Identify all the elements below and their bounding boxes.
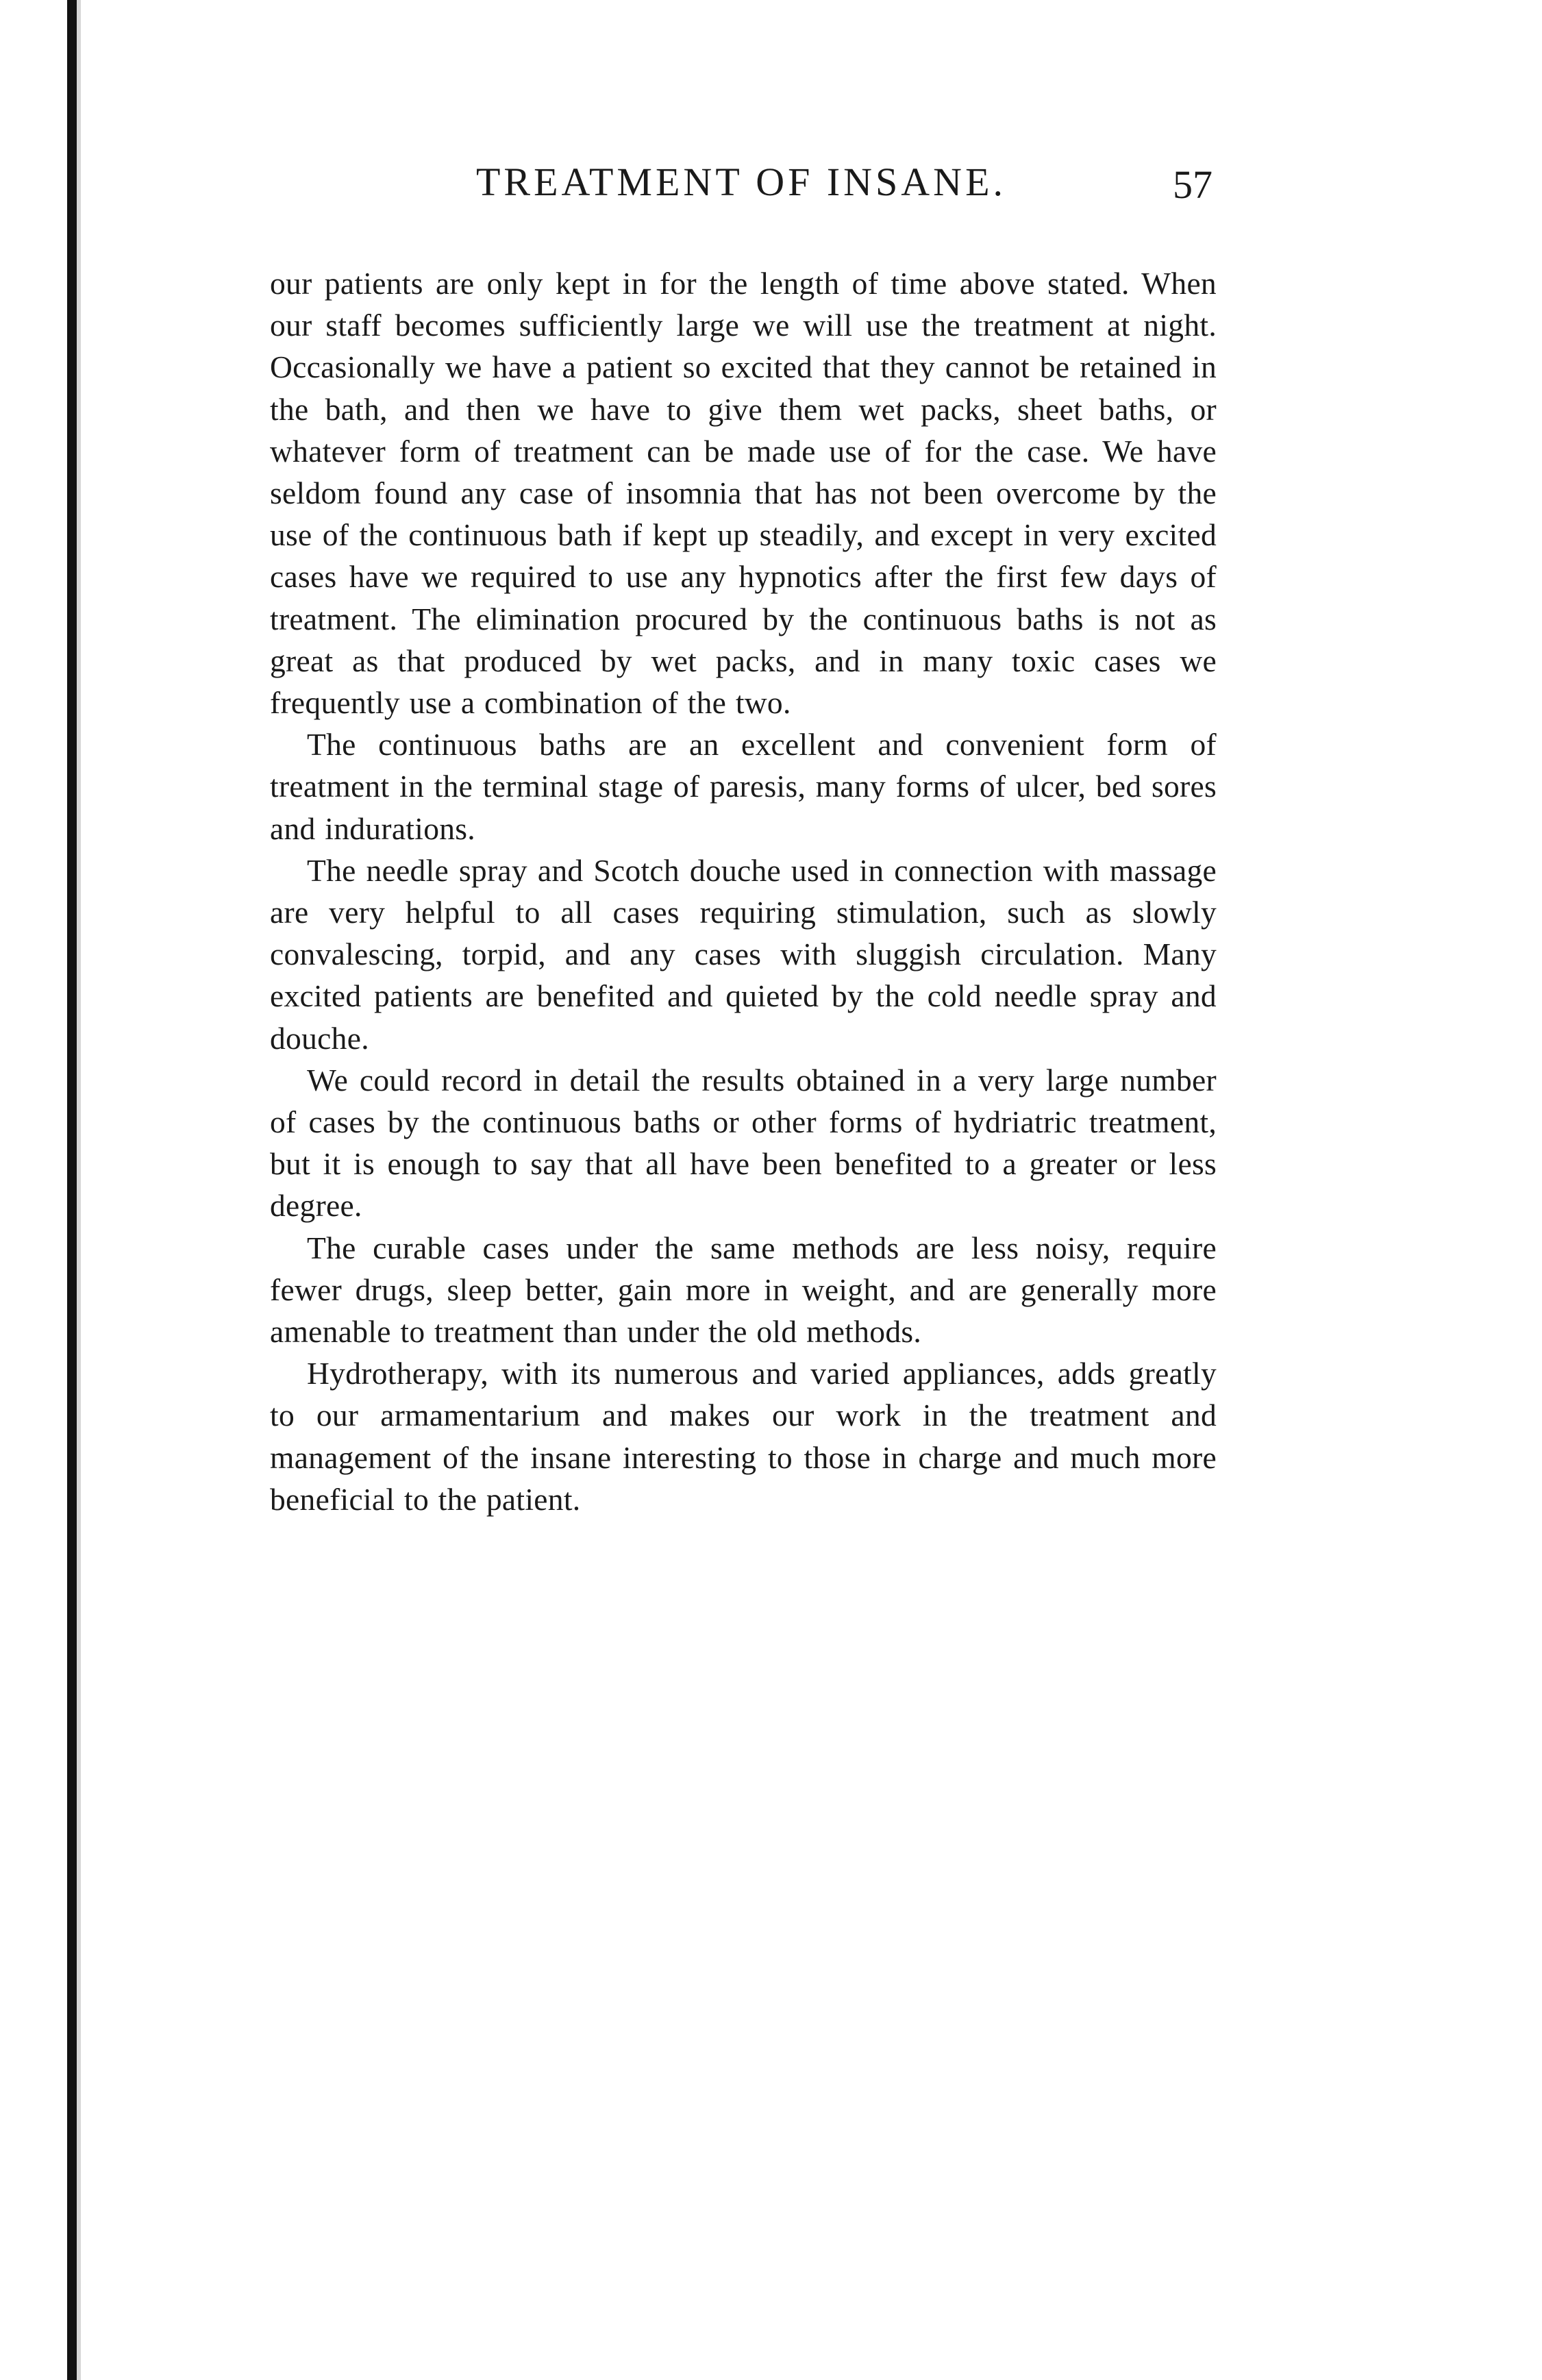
paragraph-1: our patients are only kept in for the length of time above stated. When our staff becomes sufficiently large we will use the treatment at night. Occasionally we have a patient so excited that they cannot be retained in the bath, and then we have to give them wet packs, sheet baths, or whatever form of treatment can be made use of for the case. We have seldom found any case of insomnia that has not been overcome by the use of the continuous bath if kept up steadily, and except in very excited cases have we required to use any hypnotics after the first few days of treatment. The elimination procured by the continuous baths is not as great as that produced by wet packs, and in many toxic cases we frequently use a combination of the two. xyxy=(270,266,1217,721)
paragraph-2: The continuous baths are an excellent and convenient form of treatment in the terminal stage of paresis, many forms of ulcer, bed sores and indurations. xyxy=(270,727,1217,846)
page-binding-shadow xyxy=(77,0,81,2380)
paragraph-3: The needle spray and Scotch douche used in connection with massage are very helpful to all cases requiring stimulation, such as slowly convalescing, torpid, and any cases with sluggish circulation. Many excited patients are benefited and quieted by the cold needle spray and douche. xyxy=(270,852,1217,1056)
paragraph-6: Hydrotherapy, with its numerous and varied appliances, adds greatly to our armamentarium and makes our work in the treatment and management of the insane interesting to those in charge and much more beneficial to the patient. xyxy=(270,1356,1217,1517)
paragraph-4: We could record in detail the results obtained in a very large number of cases by the continuous baths or other forms of hydriatric treatment, but it is enough to say that all have been benefited to a greater or less degree. xyxy=(270,1062,1217,1224)
running-head-title: TREATMENT OF INSANE. xyxy=(476,160,1006,204)
page-number: 57 xyxy=(1173,162,1213,207)
body-text xyxy=(270,262,1217,1520)
page-binding-edge xyxy=(67,0,77,2380)
running-head xyxy=(0,159,1542,214)
paragraph-5: The curable cases under the same methods are less noisy, require fewer drugs, sleep better, gain more in weight, and are generally more amenable to treatment than under the old methods. xyxy=(270,1230,1217,1350)
